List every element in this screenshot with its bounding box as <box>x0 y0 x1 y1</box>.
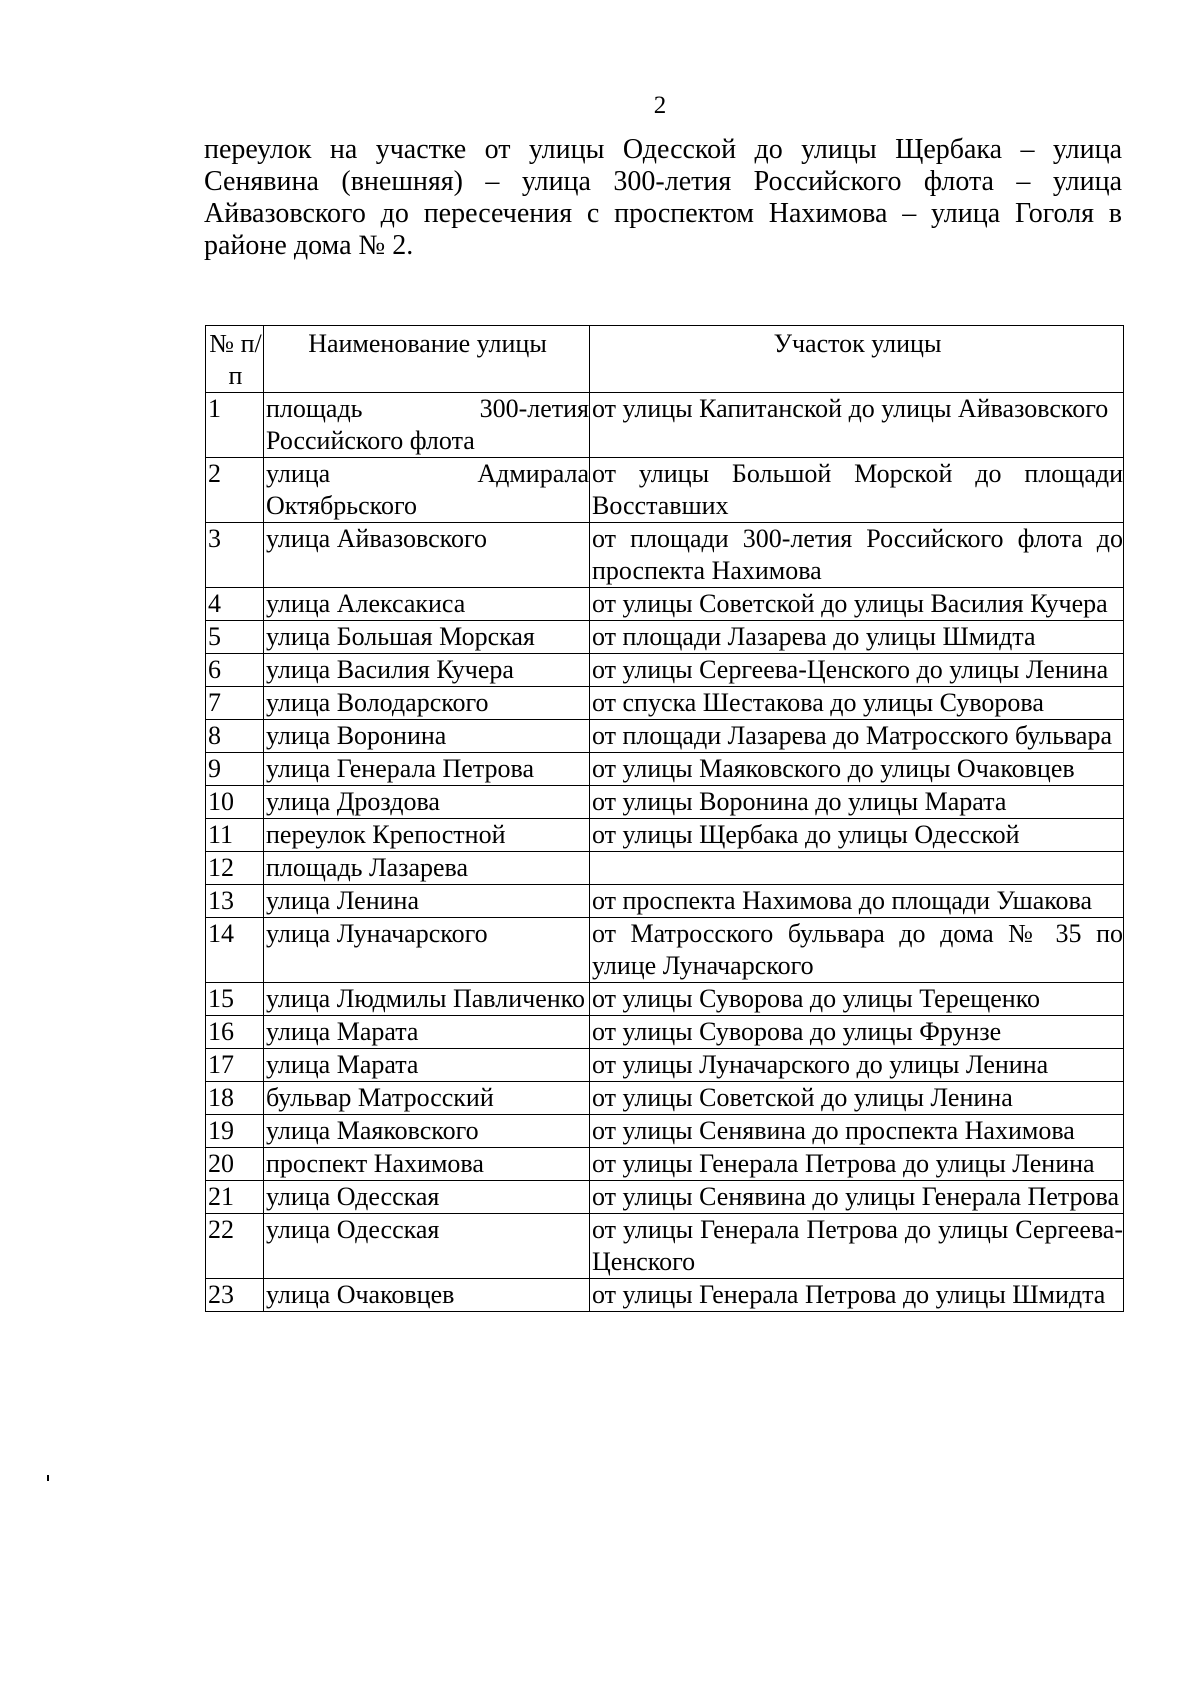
street-section: от улицы Советской до улицы Ленина <box>590 1082 1124 1115</box>
header-street-name: Наименование улицы <box>264 326 590 393</box>
street-section: от улицы Капитанской до улицы Айвазовского <box>590 393 1124 458</box>
street-name: улица Одесская <box>264 1214 590 1279</box>
row-number: 16 <box>206 1016 264 1049</box>
table-header-row <box>206 326 1124 393</box>
table-row <box>206 918 1124 983</box>
street-name: бульвар Матросский <box>264 1082 590 1115</box>
street-section: от Матросского бульвара до дома № 35 по улице Луначарского <box>590 918 1124 983</box>
table-row <box>206 1279 1124 1312</box>
street-section: от улицы Сенявина до улицы Генерала Петрова <box>590 1181 1124 1214</box>
street-section: от улицы Советской до улицы Василия Кучера <box>590 588 1124 621</box>
street-name: переулок Крепостной <box>264 819 590 852</box>
street-name: площадь Лазарева <box>264 852 590 885</box>
street-name: улица Володарского <box>264 687 590 720</box>
street-section: от улицы Генерала Петрова до улицы Ленина <box>590 1148 1124 1181</box>
row-number: 17 <box>206 1049 264 1082</box>
street-section: от спуска Шестакова до улицы Суворова <box>590 687 1124 720</box>
street-name: улица Очаковцев <box>264 1279 590 1312</box>
row-number: 9 <box>206 753 264 786</box>
row-number: 13 <box>206 885 264 918</box>
header-street-section: Участок улицы <box>590 326 1124 393</box>
street-section: от улицы Суворова до улицы Терещенко <box>590 983 1124 1016</box>
table-row <box>206 621 1124 654</box>
row-number: 14 <box>206 918 264 983</box>
table-row <box>206 819 1124 852</box>
street-name: улица Марата <box>264 1049 590 1082</box>
table-row <box>206 1115 1124 1148</box>
row-number: 19 <box>206 1115 264 1148</box>
table-row <box>206 852 1124 885</box>
street-section: от улицы Суворова до улицы Фрунзе <box>590 1016 1124 1049</box>
street-section: от проспекта Нахимова до площади Ушакова <box>590 885 1124 918</box>
table-row <box>206 1214 1124 1279</box>
table-row <box>206 753 1124 786</box>
table-body <box>206 393 1124 1312</box>
table-row <box>206 393 1124 458</box>
street-section: от улицы Большой Морской до площади Восставших <box>590 458 1124 523</box>
street-name: улица Василия Кучера <box>264 654 590 687</box>
row-number: 15 <box>206 983 264 1016</box>
street-name: улица Луначарского <box>264 918 590 983</box>
street-name: улица Маяковского <box>264 1115 590 1148</box>
table-row <box>206 720 1124 753</box>
table-row <box>206 588 1124 621</box>
street-section: от улицы Генерала Петрова до улицы Сергеева-Ценского <box>590 1214 1124 1279</box>
street-name: улица Алексакиса <box>264 588 590 621</box>
street-name: улица Марата <box>264 1016 590 1049</box>
street-name: улица Генерала Петрова <box>264 753 590 786</box>
table-row <box>206 1181 1124 1214</box>
intro-paragraph: переулок на участке от улицы Одесской до улицы Щербака – улица Сенявина (внешняя) – улица 300-летия Российского флота – улица Айвазовского до пересечения с проспектом Нахимова – улица Гоголя в районе дома № 2. <box>204 134 1122 261</box>
row-number: 3 <box>206 523 264 588</box>
street-section: от улицы Луначарского до улицы Ленина <box>590 1049 1124 1082</box>
street-name: улица Ленина <box>264 885 590 918</box>
streets-table <box>205 325 1124 1312</box>
row-number: 1 <box>206 393 264 458</box>
street-section: от улицы Генерала Петрова до улицы Шмидта <box>590 1279 1124 1312</box>
row-number: 11 <box>206 819 264 852</box>
row-number: 22 <box>206 1214 264 1279</box>
street-section: от улицы Щербака до улицы Одесской <box>590 819 1124 852</box>
row-number: 8 <box>206 720 264 753</box>
street-section: от улицы Маяковского до улицы Очаковцев <box>590 753 1124 786</box>
table-row <box>206 687 1124 720</box>
street-name: улица Одесская <box>264 1181 590 1214</box>
table-row <box>206 885 1124 918</box>
street-name: площадь 300-летия Российского флота <box>264 393 590 458</box>
table-row <box>206 458 1124 523</box>
row-number: 18 <box>206 1082 264 1115</box>
street-name: проспект Нахимова <box>264 1148 590 1181</box>
street-section: от улицы Сергеева-Ценского до улицы Ленина <box>590 654 1124 687</box>
page-number: 2 <box>653 92 667 119</box>
street-section: от площади Лазарева до улицы Шмидта <box>590 621 1124 654</box>
table-row <box>206 654 1124 687</box>
street-section: от улицы Сенявина до проспекта Нахимова <box>590 1115 1124 1148</box>
table-row <box>206 786 1124 819</box>
table-row <box>206 983 1124 1016</box>
row-number: 23 <box>206 1279 264 1312</box>
row-number: 2 <box>206 458 264 523</box>
street-name: улица Большая Морская <box>264 621 590 654</box>
street-name: улица Воронина <box>264 720 590 753</box>
street-name: улица Адмирала Октябрьского <box>264 458 590 523</box>
row-number: 20 <box>206 1148 264 1181</box>
row-number: 21 <box>206 1181 264 1214</box>
table-row <box>206 1016 1124 1049</box>
table-row <box>206 1148 1124 1181</box>
street-section: от площади 300-летия Российского флота до проспекта Нахимова <box>590 523 1124 588</box>
street-section <box>590 852 1124 885</box>
table-row <box>206 1049 1124 1082</box>
street-section: от площади Лазарева до Матросского бульвара <box>590 720 1124 753</box>
row-number: 6 <box>206 654 264 687</box>
table-row <box>206 1082 1124 1115</box>
row-number: 5 <box>206 621 264 654</box>
row-number: 12 <box>206 852 264 885</box>
scan-mark <box>47 1475 49 1481</box>
header-number: № п/п <box>206 326 264 393</box>
row-number: 7 <box>206 687 264 720</box>
row-number: 4 <box>206 588 264 621</box>
row-number: 10 <box>206 786 264 819</box>
street-name: улица Людмилы Павличенко <box>264 983 590 1016</box>
street-name: улица Дроздова <box>264 786 590 819</box>
table-row <box>206 523 1124 588</box>
street-section: от улицы Воронина до улицы Марата <box>590 786 1124 819</box>
street-name: улица Айвазовского <box>264 523 590 588</box>
